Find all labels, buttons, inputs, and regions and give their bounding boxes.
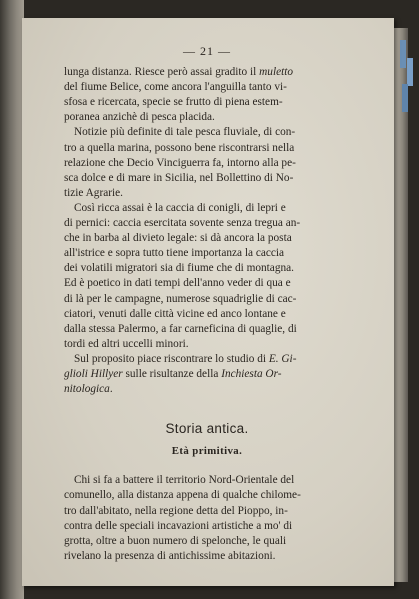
text-line: tizie Agrarie. <box>64 186 123 199</box>
paragraph-ornithology <box>64 352 350 397</box>
text-line: all'istrice e sopra tutto tiene importanza la caccia <box>64 247 285 260</box>
book-spine <box>0 0 24 599</box>
text-line: poranea anzichè di pesca placida. <box>64 111 215 124</box>
text-line: di pernici: caccia esercitata sovente senza tregua an- <box>64 217 301 230</box>
page-text <box>64 44 350 564</box>
text-line: Così ricca assai è la caccia di conigli, di lepri e <box>74 201 286 214</box>
text-fragment: . <box>109 383 113 396</box>
text-line: dalla stessa Palermo, a far carneficina di quaglie, di <box>64 322 297 335</box>
italic-term: muletto <box>259 66 294 79</box>
text-line: Ed è poetico in dati tempi dell'anno veder di qua e <box>64 277 291 290</box>
bookmark-tab <box>400 40 406 68</box>
paragraph-primitive-age <box>64 473 350 564</box>
italic-author: glioli Hillyer <box>64 367 123 380</box>
text-line: tro dall'abitato, nella regione detta del Pioppo, in- <box>64 504 288 517</box>
text-line: Chi si fa a battere il territorio Nord-Orientale del <box>74 474 295 487</box>
text-line: di là per le campagne, numerose squadriglie di cac- <box>64 292 297 305</box>
section-title: Storia antica. <box>165 421 249 437</box>
text-line: dei volatili migratori sia di fiume che di montagna. <box>64 262 294 275</box>
bookmark-tab <box>407 58 413 86</box>
paragraph-fluvial-fishing <box>64 125 350 200</box>
text-line: del fiume Belice, come ancora l'anguilla tanto vi- <box>64 81 287 94</box>
text-line: tro a quella marina, possono bene riscontrarsi nella <box>64 141 295 154</box>
page-number: — 21 — <box>183 44 231 58</box>
text-line: relazione che Decio Vinciguerra fa, intorno alla pe- <box>64 156 296 169</box>
text-fragment: sulle risultanze della <box>122 367 222 380</box>
text-line: rivelano la presenza di antichissime abitazioni. <box>64 549 276 562</box>
subsection-title: Età primitiva. <box>171 445 243 458</box>
text-line: ciatori, venuti dalle città vicine ed anco lontane e <box>64 307 286 320</box>
text-line: sfosa e ricercata, specie se frutto di piena estem- <box>64 96 283 109</box>
italic-work-title: Inchiesta Or- <box>221 367 282 380</box>
text-line: tordi ed altri uccelli minori. <box>64 337 189 350</box>
paragraph-hunting <box>64 201 350 352</box>
text-fragment: Sul proposito piace riscontrare lo studio di <box>74 352 269 365</box>
bookmark-tabs <box>400 40 414 130</box>
bookmark-tab <box>402 84 408 112</box>
italic-work-title: nitologica <box>64 383 110 396</box>
text-line: che in barba al divieto legale: si dà ancora la posta <box>64 232 292 245</box>
italic-author: E. Gi- <box>268 352 297 365</box>
text-line: lunga distanza. Riesce però assai gradito il <box>64 66 260 79</box>
text-line: sca dolce e di mare in Sicilia, nel Bollettino di No- <box>64 171 294 184</box>
text-line: contra delle speciali incavazioni artistiche a mo' di <box>64 519 293 532</box>
text-line: Notizie più definite di tale pesca fluviale, di con- <box>74 126 296 139</box>
text-line: comunello, alla distanza appena di qualche chilome- <box>64 489 301 502</box>
text-line: grotta, oltre a buon numero di spelonche, le quali <box>64 534 287 547</box>
paragraph-fishing <box>64 65 350 125</box>
